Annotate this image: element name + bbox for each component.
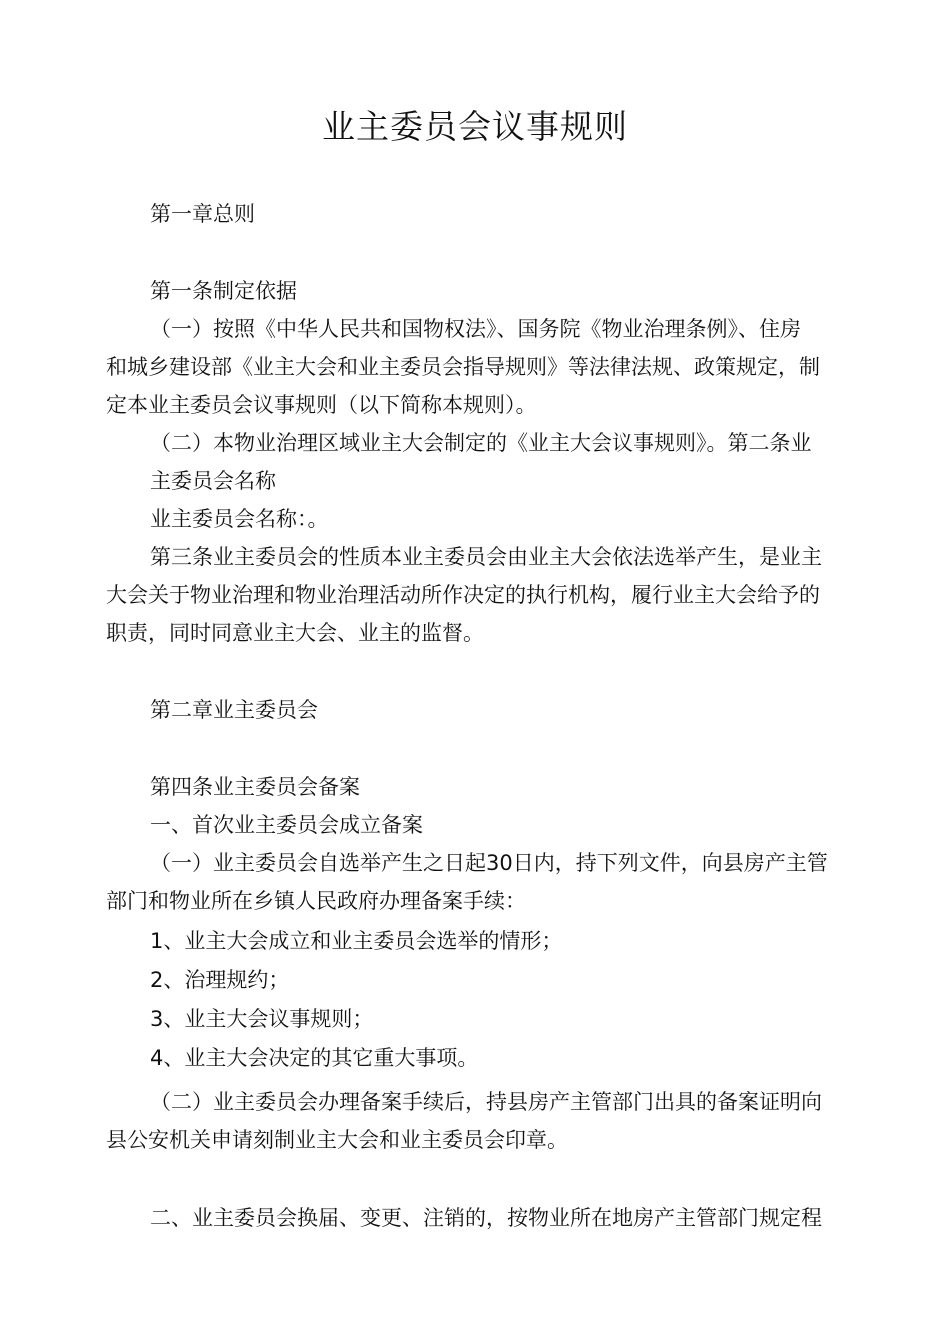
paragraph-line: 第三条业主委员会的性质本业主委员会由业主大会依法选举产生，是业主 bbox=[150, 545, 822, 569]
article-heading: 第一条制定依据 bbox=[150, 279, 297, 303]
chapter-heading: 第一章总则 bbox=[150, 202, 255, 226]
paragraph-line: （一）按照《中华人民共和国物权法》、国务院《物业治理条例》、住房 bbox=[150, 317, 801, 341]
paragraph-line: （二）本物业治理区域业主大会制定的《业主大会议事规则》。第二条业 bbox=[150, 431, 812, 455]
paragraph-line: 定本业主委员会议事规则（以下简称本规则）。 bbox=[106, 393, 537, 417]
paragraph-line: 大会关于物业治理和物业治理活动所作决定的执行机构，履行业主大会给予的 bbox=[106, 583, 820, 607]
paragraph-line: 职责，同时同意业主大会、业主的监督。 bbox=[106, 621, 484, 645]
list-item: 4、业主大会决定的其它重大事项。 bbox=[150, 1046, 479, 1070]
paragraph-line: 业主委员会名称：。 bbox=[150, 507, 329, 531]
paragraph-line: （一）业主委员会自选举产生之日起30日内，持下列文件，向县房产主管 bbox=[150, 851, 828, 875]
paragraph-line: 县公安机关申请刻制业主大会和业主委员会印章。 bbox=[106, 1128, 568, 1152]
paragraph-line: 主委员会名称 bbox=[150, 469, 276, 493]
section-heading: 一、首次业主委员会成立备案 bbox=[150, 813, 423, 837]
document-title: 业主委员会议事规则 bbox=[322, 107, 628, 146]
list-item: 1、业主大会成立和业主委员会选举的情形； bbox=[150, 929, 563, 953]
article-heading: 第四条业主委员会备案 bbox=[150, 775, 360, 799]
list-item: 3、业主大会议事规则； bbox=[150, 1007, 374, 1031]
paragraph-line: 部门和物业所在乡镇人民政府办理备案手续： bbox=[106, 889, 526, 913]
chapter-heading: 第二章业主委员会 bbox=[150, 698, 318, 722]
paragraph-line: 和城乡建设部《业主大会和业主委员会指导规则》等法律法规、政策规定，制 bbox=[106, 355, 820, 379]
paragraph-line: 二、业主委员会换届、变更、注销的，按物业所在地房产主管部门规定程 bbox=[150, 1206, 822, 1230]
paragraph-line: （二）业主委员会办理备案手续后，持县房产主管部门出具的备案证明向 bbox=[150, 1090, 822, 1114]
list-item: 2、治理规约； bbox=[150, 968, 290, 992]
